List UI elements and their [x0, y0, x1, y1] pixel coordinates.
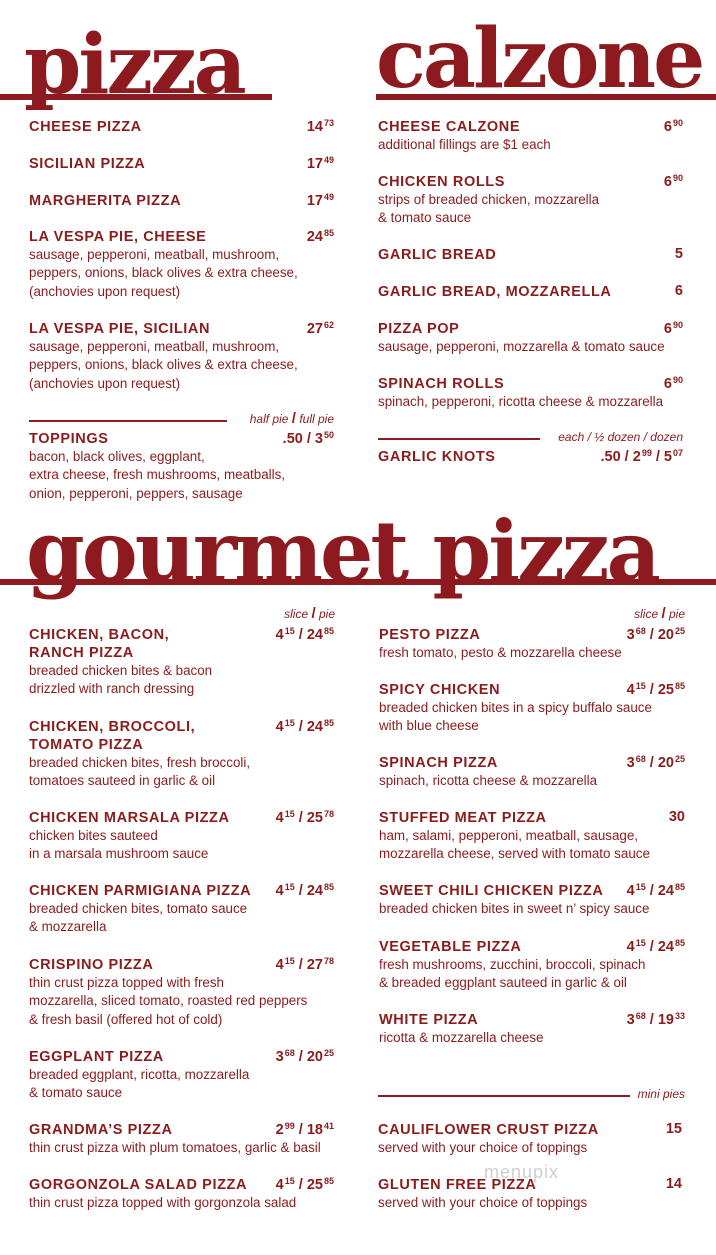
item-name: CHEESE CALZONE: [378, 119, 521, 135]
item-name: CHEESE PIZZA: [29, 119, 142, 135]
menu-item: [29, 626, 212, 699]
item-description: drizzled with ranch dressing: [29, 681, 195, 697]
item-price: 6: [674, 283, 683, 299]
item-name: GLUTEN FREE PIZZA: [378, 1177, 537, 1193]
menu-item: [29, 1176, 296, 1212]
menu-item: [379, 882, 649, 918]
item-description: breaded chicken bites & bacon: [29, 663, 213, 678]
item-description: thin crust pizza topped with fresh: [29, 975, 225, 990]
menu-item: [29, 1048, 249, 1103]
item-description: spinach, ricotta cheese & mozzarella: [379, 773, 598, 788]
menu-item: [379, 626, 622, 662]
item-description: & mozzarella: [29, 919, 107, 935]
item-name: GRANDMA’S PIZZA: [29, 1122, 173, 1138]
menu-item: [378, 173, 599, 228]
item-name: SPINACH ROLLS: [378, 376, 505, 392]
item-description: & fresh basil (offered hot of cold): [29, 1011, 223, 1027]
item-price: $4^{15} / 25^{78}$: [275, 809, 334, 826]
item-description: bacon, black olives, eggplant,: [29, 449, 205, 464]
item-description: mozzarella cheese, served with tomato sauce: [379, 846, 650, 862]
menu-item: [379, 681, 652, 736]
pizza-title: pizza: [24, 17, 244, 113]
item-name: MARGHERITA PIZZA: [29, 193, 182, 209]
toppings-rule: [29, 420, 227, 422]
item-description: sausage, pepperoni, mozzarella & tomato sauce: [378, 339, 665, 354]
item-name: CRISPINO PIZZA: [29, 957, 154, 973]
item-price: $2^{99} / 18^{41}$: [275, 1121, 334, 1138]
item-description: (anchovies upon request): [29, 283, 181, 299]
item-price: $24^{85}$: [306, 228, 334, 245]
item-price: 14: [665, 1176, 682, 1192]
item-price: $6^{90}$: [663, 320, 683, 337]
item-name: CHICKEN ROLLS: [378, 174, 506, 190]
item-description: tomatoes sauteed in garlic & oil: [29, 773, 216, 789]
item-name: PESTO PIZZA: [379, 627, 481, 643]
item-description: thin crust pizza with plum tomatoes, garlic & basil: [29, 1140, 321, 1155]
item-name: GARLIC KNOTS: [378, 449, 496, 465]
menu-item: [29, 118, 142, 136]
item-description: fresh tomato, pesto & mozzarella cheese: [379, 645, 622, 660]
menu-item: [29, 228, 298, 301]
item-description: & breaded eggplant sauteed in garlic & oil: [379, 975, 627, 991]
item-name: GARLIC BREAD, MOZZARELLA: [378, 284, 612, 300]
menu-item: [378, 118, 551, 154]
item-description: breaded chicken bites in sweet n’ spicy sauce: [379, 901, 650, 916]
item-price: $6^{90}$: [663, 375, 683, 392]
item-price: $6^{90}$: [663, 118, 683, 135]
item-price: $4^{15} / 24^{85}$: [275, 718, 334, 735]
menu-item: [378, 283, 612, 301]
mini-pies-rule: [378, 1095, 630, 1097]
item-description: strips of breaded chicken, mozzarella: [378, 192, 600, 207]
menu-item: [378, 246, 496, 264]
item-name: CHICKEN, BACON,: [29, 627, 170, 643]
item-price: $14^{73}$: [306, 118, 334, 135]
item-description: fresh mushrooms, zucchini, broccoli, spinach: [379, 957, 646, 972]
menu-item: [29, 882, 251, 937]
item-description: thin crust pizza topped with gorgonzola salad: [29, 1195, 297, 1210]
item-description: breaded chicken bites, tomato sauce: [29, 901, 248, 916]
menu-item: [379, 754, 597, 790]
mini-pies-header: mini pies: [637, 1087, 685, 1101]
item-name: CHICKEN, BROCCOLI,: [29, 719, 196, 735]
item-description: breaded chicken bites, fresh broccoli,: [29, 755, 251, 770]
item-name: STUFFED MEAT PIZZA: [379, 810, 547, 826]
item-price: 5: [674, 246, 683, 262]
item-name: RANCH PIZZA: [29, 645, 134, 661]
item-description: served with your choice of toppings: [378, 1140, 588, 1155]
menu-item: [29, 718, 250, 791]
item-description: mozzarella, sliced tomato, roasted red peppers: [29, 993, 308, 1009]
gourmet-left-price-header: slice / pie: [284, 605, 335, 622]
menu-item: [379, 938, 645, 993]
item-description: breaded chicken bites in a spicy buffalo sauce: [379, 700, 652, 715]
item-description: additional fillings are $1 each: [378, 137, 551, 152]
menu-item: [29, 155, 145, 173]
item-price: $3^{68} / 20^{25}$: [626, 626, 685, 643]
knots-price-header: each / ½ dozen / dozen: [558, 430, 683, 444]
item-description: (anchovies upon request): [29, 375, 181, 391]
item-name: TOPPINGS: [29, 431, 109, 447]
item-name: CAULIFLOWER CRUST PIZZA: [378, 1122, 599, 1138]
item-price: 15: [665, 1121, 682, 1137]
item-description: onion, pepperoni, peppers, sausage: [29, 485, 243, 501]
item-name: LA VESPA PIE, CHEESE: [29, 229, 207, 245]
item-name: EGGPLANT PIZZA: [29, 1049, 164, 1065]
item-name: TOMATO PIZZA: [29, 737, 144, 753]
menu-item: [29, 192, 181, 210]
calzone-title: calzone: [376, 11, 703, 107]
item-description: extra cheese, fresh mushrooms, meatballs,: [29, 467, 286, 483]
item-price: $.50 / 3^{50}$: [282, 430, 334, 447]
item-price: $27^{62}$: [306, 320, 334, 337]
item-name: CHICKEN MARSALA PIZZA: [29, 810, 230, 826]
item-description: with blue cheese: [379, 718, 479, 734]
item-description: peppers, onions, black olives & extra cheese,: [29, 357, 298, 373]
toppings-item: [29, 430, 285, 503]
menu-item: [29, 320, 298, 393]
item-description: served with your choice of toppings: [378, 1195, 588, 1210]
menu-item: [29, 809, 230, 864]
item-name: SWEET CHILI CHICKEN PIZZA: [379, 883, 604, 899]
item-description: spinach, pepperoni, ricotta cheese & mozzarella: [378, 394, 664, 409]
item-price: $4^{15} / 24^{85}$: [275, 626, 334, 643]
item-description: in a marsala mushroom sauce: [29, 846, 209, 862]
knots-rule: [378, 438, 540, 440]
toppings-price-header: half pie / full pie: [249, 410, 334, 427]
item-price: $4^{15} / 24^{85}$: [626, 938, 685, 955]
item-description: sausage, pepperoni, meatball, mushroom,: [29, 339, 280, 354]
item-name: PIZZA POP: [378, 321, 460, 337]
gourmet-title: gourmet pizza: [26, 502, 658, 601]
item-price: $3^{68} / 19^{33}$: [626, 1011, 685, 1028]
item-price: $17^{49}$: [306, 155, 334, 172]
item-description: & tomato sauce: [29, 1085, 123, 1101]
item-price: 30: [668, 809, 685, 825]
item-description: breaded eggplant, ricotta, mozzarella: [29, 1067, 250, 1082]
item-name: SICILIAN PIZZA: [29, 156, 146, 172]
item-name: VEGETABLE PIZZA: [379, 939, 522, 955]
item-price: $17^{49}$: [306, 192, 334, 209]
menu-item: [378, 375, 663, 411]
item-price: $4^{15} / 27^{78}$: [275, 956, 334, 973]
item-name: LA VESPA PIE, SICILIAN: [29, 321, 211, 337]
item-description: ricotta & mozzarella cheese: [379, 1030, 544, 1045]
item-price: $6^{90}$: [663, 173, 683, 190]
menu-item: [379, 1011, 543, 1047]
item-description: & tomato sauce: [378, 210, 472, 226]
item-price: $3^{68} / 20^{25}$: [626, 754, 685, 771]
menu-item: [378, 1121, 599, 1157]
menu-item: [378, 448, 496, 466]
item-name: GARLIC BREAD: [378, 247, 497, 263]
item-price: $4^{15} / 24^{85}$: [275, 882, 334, 899]
item-name: GORGONZOLA SALAD PIZZA: [29, 1177, 248, 1193]
item-name: CHICKEN PARMIGIANA PIZZA: [29, 883, 252, 899]
item-price: $.50 / 2^{99} / 5^{07}$: [600, 448, 683, 465]
item-price: $3^{68} / 20^{25}$: [275, 1048, 334, 1065]
item-name: SPICY CHICKEN: [379, 682, 501, 698]
item-description: sausage, pepperoni, meatball, mushroom,: [29, 247, 280, 262]
item-description: peppers, onions, black olives & extra cheese,: [29, 265, 298, 281]
gourmet-right-price-header: slice / pie: [634, 605, 685, 622]
item-price: $4^{15} / 25^{85}$: [626, 681, 685, 698]
watermark: menupix: [484, 1162, 560, 1182]
menu-item: [378, 320, 665, 356]
item-name: WHITE PIZZA: [379, 1012, 479, 1028]
menu-item: [379, 809, 650, 864]
item-name: SPINACH PIZZA: [379, 755, 498, 771]
menu-item: [29, 956, 307, 1029]
item-price: $4^{15} / 24^{85}$: [626, 882, 685, 899]
item-description: chicken bites sauteed: [29, 828, 158, 843]
item-description: ham, salami, pepperoni, meatball, sausage,: [379, 828, 639, 843]
item-price: $4^{15} / 25^{85}$: [275, 1176, 334, 1193]
